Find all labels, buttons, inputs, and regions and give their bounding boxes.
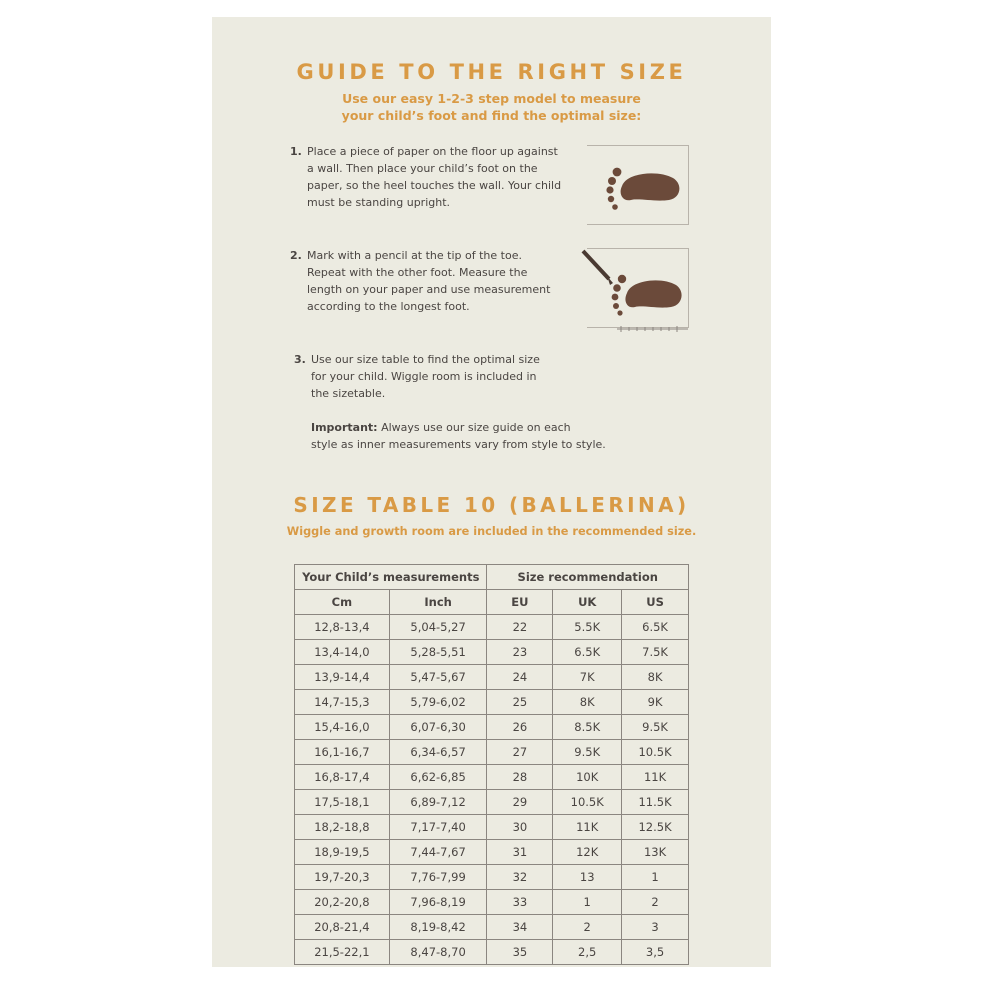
cell-eu: 32 bbox=[487, 865, 553, 890]
table-row bbox=[295, 815, 689, 840]
header-measurements: Your Child’s measurements bbox=[295, 565, 487, 590]
important-label: Important: bbox=[311, 421, 378, 434]
important-note bbox=[311, 419, 641, 453]
table-row bbox=[295, 615, 689, 640]
guide-subtitle-line2: your child’s foot and find the optimal size: bbox=[341, 108, 642, 123]
cell-uk: 10.5K bbox=[553, 790, 622, 815]
step-1-number: 1. bbox=[290, 145, 302, 158]
cell-uk: 8K bbox=[553, 690, 622, 715]
step-1-text: Place a piece of paper on the floor up against a wall. Then place your child’s foot on the paper, so the heel touches the wall. Your child must be standing upright. bbox=[307, 145, 562, 209]
size-table-title: SIZE TABLE 10 (BALLERINA) bbox=[293, 493, 690, 517]
cell-eu: 30 bbox=[487, 815, 553, 840]
footprint-icon bbox=[587, 146, 688, 224]
column-header-inch: Inch bbox=[389, 590, 487, 615]
cell-eu: 25 bbox=[487, 690, 553, 715]
cell-eu: 35 bbox=[487, 940, 553, 965]
cell-inch: 6,89-7,12 bbox=[389, 790, 487, 815]
cell-inch: 7,17-7,40 bbox=[389, 815, 487, 840]
cell-cm: 17,5-18,1 bbox=[295, 790, 390, 815]
table-row bbox=[295, 865, 689, 890]
cell-cm: 16,8-17,4 bbox=[295, 765, 390, 790]
cell-uk: 2 bbox=[553, 915, 622, 940]
cell-cm: 15,4-16,0 bbox=[295, 715, 390, 740]
step-3-text: Use our size table to find the optimal size for your child. Wiggle room is included in the sizetable. bbox=[311, 353, 540, 400]
cell-eu: 23 bbox=[487, 640, 553, 665]
cell-inch: 5,47-5,67 bbox=[389, 665, 487, 690]
cell-eu: 26 bbox=[487, 715, 553, 740]
cell-eu: 22 bbox=[487, 615, 553, 640]
cell-cm: 21,5-22,1 bbox=[295, 940, 390, 965]
table-row bbox=[295, 640, 689, 665]
table-row bbox=[295, 790, 689, 815]
cell-cm: 13,9-14,4 bbox=[295, 665, 390, 690]
size-table bbox=[294, 564, 689, 965]
table-row bbox=[295, 715, 689, 740]
table-row bbox=[295, 940, 689, 965]
step-2-number: 2. bbox=[290, 249, 302, 262]
cell-us: 1 bbox=[622, 865, 689, 890]
cell-inch: 5,79-6,02 bbox=[389, 690, 487, 715]
cell-uk: 7K bbox=[553, 665, 622, 690]
cell-eu: 34 bbox=[487, 915, 553, 940]
cell-eu: 28 bbox=[487, 765, 553, 790]
cell-inch: 8,19-8,42 bbox=[389, 915, 487, 940]
cell-uk: 9.5K bbox=[553, 740, 622, 765]
cell-eu: 27 bbox=[487, 740, 553, 765]
size-guide-card bbox=[212, 17, 771, 967]
pencil-footprint-icon bbox=[587, 249, 688, 337]
cell-inch: 6,07-6,30 bbox=[389, 715, 487, 740]
cell-uk: 11K bbox=[553, 815, 622, 840]
cell-inch: 5,28-5,51 bbox=[389, 640, 487, 665]
table-row bbox=[295, 840, 689, 865]
cell-cm: 18,9-19,5 bbox=[295, 840, 390, 865]
cell-eu: 29 bbox=[487, 790, 553, 815]
cell-cm: 14,7-15,3 bbox=[295, 690, 390, 715]
column-header-cm: Cm bbox=[295, 590, 390, 615]
cell-uk: 10K bbox=[553, 765, 622, 790]
cell-cm: 19,7-20,3 bbox=[295, 865, 390, 890]
cell-us: 11.5K bbox=[622, 790, 689, 815]
size-table-subtitle: Wiggle and growth room are included in the recommended size. bbox=[286, 525, 697, 538]
cell-uk: 1 bbox=[553, 890, 622, 915]
cell-inch: 7,44-7,67 bbox=[389, 840, 487, 865]
cell-us: 8K bbox=[622, 665, 689, 690]
cell-eu: 24 bbox=[487, 665, 553, 690]
guide-subtitle-line1: Use our easy 1-2-3 step model to measure bbox=[342, 91, 641, 106]
column-header-us: US bbox=[622, 590, 689, 615]
cell-us: 13K bbox=[622, 840, 689, 865]
cell-cm: 20,8-21,4 bbox=[295, 915, 390, 940]
cell-uk: 13 bbox=[553, 865, 622, 890]
cell-eu: 33 bbox=[487, 890, 553, 915]
column-header-eu: EU bbox=[487, 590, 553, 615]
guide-title: GUIDE TO THE RIGHT SIZE bbox=[296, 60, 687, 84]
cell-us: 2 bbox=[622, 890, 689, 915]
cell-us: 7.5K bbox=[622, 640, 689, 665]
cell-us: 3,5 bbox=[622, 940, 689, 965]
cell-us: 11K bbox=[622, 765, 689, 790]
table-row bbox=[295, 765, 689, 790]
cell-cm: 18,2-18,8 bbox=[295, 815, 390, 840]
cell-uk: 5.5K bbox=[553, 615, 622, 640]
table-row bbox=[295, 890, 689, 915]
step-1-illustration bbox=[587, 145, 689, 225]
cell-inch: 7,96-8,19 bbox=[389, 890, 487, 915]
cell-us: 6.5K bbox=[622, 615, 689, 640]
cell-uk: 8.5K bbox=[553, 715, 622, 740]
cell-us: 3 bbox=[622, 915, 689, 940]
cell-us: 12.5K bbox=[622, 815, 689, 840]
cell-inch: 7,76-7,99 bbox=[389, 865, 487, 890]
cell-inch: 8,47-8,70 bbox=[389, 940, 487, 965]
cell-cm: 12,8-13,4 bbox=[295, 615, 390, 640]
table-group-header-row bbox=[295, 565, 689, 590]
column-header-uk: UK bbox=[553, 590, 622, 615]
cell-us: 9K bbox=[622, 690, 689, 715]
important-text-line1: Always use our size guide on each bbox=[377, 421, 571, 434]
step-2-text: Mark with a pencil at the tip of the toe. Repeat with the other foot. Measure the length on your paper and use measurement according to the longest foot. bbox=[307, 249, 551, 313]
table-row bbox=[295, 915, 689, 940]
cell-cm: 13,4-14,0 bbox=[295, 640, 390, 665]
cell-cm: 20,2-20,8 bbox=[295, 890, 390, 915]
cell-cm: 16,1-16,7 bbox=[295, 740, 390, 765]
cell-inch: 5,04-5,27 bbox=[389, 615, 487, 640]
table-column-header-row bbox=[295, 590, 689, 615]
cell-uk: 6.5K bbox=[553, 640, 622, 665]
cell-inch: 6,62-6,85 bbox=[389, 765, 487, 790]
cell-inch: 6,34-6,57 bbox=[389, 740, 487, 765]
step-2-illustration bbox=[587, 248, 689, 328]
step-3-number: 3. bbox=[294, 353, 306, 366]
table-row bbox=[295, 665, 689, 690]
cell-uk: 2,5 bbox=[553, 940, 622, 965]
cell-us: 10.5K bbox=[622, 740, 689, 765]
cell-uk: 12K bbox=[553, 840, 622, 865]
table-row bbox=[295, 690, 689, 715]
cell-eu: 31 bbox=[487, 840, 553, 865]
header-size-recommendation: Size recommendation bbox=[487, 565, 689, 590]
table-row bbox=[295, 740, 689, 765]
important-text-line2: style as inner measurements vary from style to style. bbox=[311, 438, 606, 451]
cell-us: 9.5K bbox=[622, 715, 689, 740]
